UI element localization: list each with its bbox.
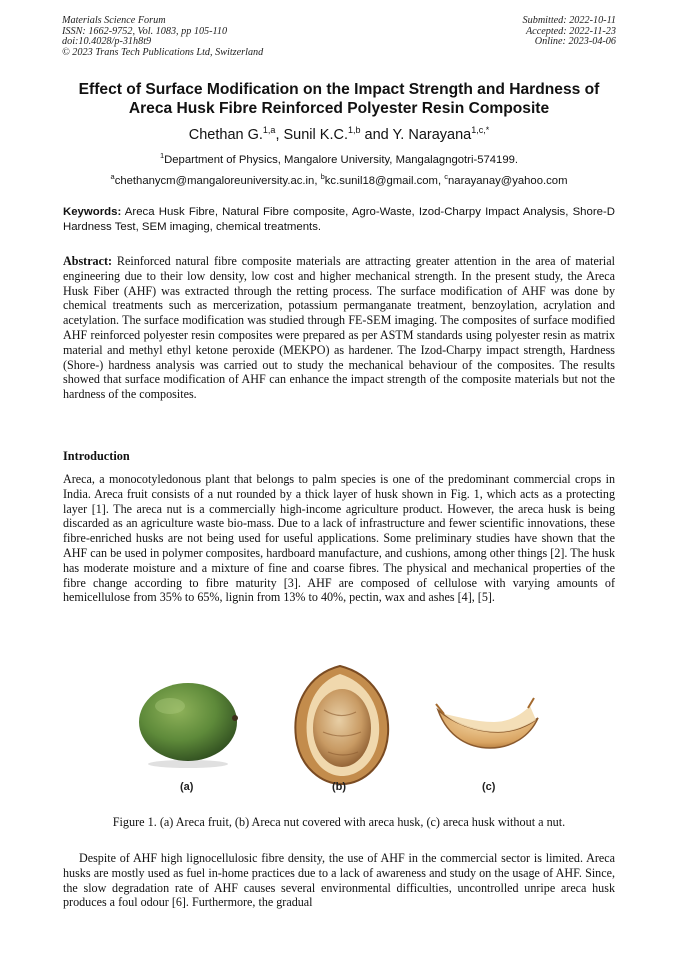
- email-sup: b: [320, 172, 325, 181]
- figure-label-b: (b): [332, 781, 347, 793]
- keywords-text: Areca Husk Fibre, Natural Fibre composite, Agro-Waste, Izod-Charpy Impact Analysis, Shore-D Hardness Test, SEM imaging, chemical treatments.: [63, 206, 615, 234]
- affiliation-text: Department of Physics, Mangalore University, Mangalagngotri-574199.: [164, 153, 519, 166]
- author-sup: 1,b: [347, 125, 361, 135]
- keywords-label: Keywords:: [63, 206, 122, 218]
- figure-label-c: (c): [482, 781, 496, 793]
- affiliation-sup: 1: [159, 151, 165, 160]
- abstract: [63, 254, 615, 402]
- figure-caption: Figure 1. (a) Areca fruit, (b) Areca nut covered with areca husk, (c) areca husk without a nut.: [112, 815, 566, 829]
- abstract-text: Reinforced natural fibre composite materials are attracting greater attention in the area of material engineering due to their low density, low cost and higher mechanical strength. In the present study, the Areca Husk Fiber (AHF) was extracted through the retting process. The surface modification of AHF was done by chemical treatments such as mercerization, potassium permanganate treatment, benzoylation, acrylation and acetylation. The surface modification was studied through FE-SEM imaging. The composites of surface modified AHF reinforced polyester resin composites were prepared as per ASTM standards using polyester resin as matrix material and methyl ethyl ketone peroxide (MEKPO) as hardener. The Izod-Charpy impact strength, Hardness (Shore-) hardness analysis was carried out to study the mechanical behaviour of the composites. The results showed that surface modification of AHF can enhance the impact strength of the composite materials but not the hardness of the composites.: [63, 254, 615, 402]
- author-list: [40, 125, 638, 143]
- doi: doi:10.4028/p-31h8t9: [62, 36, 152, 48]
- email-list: [40, 172, 638, 187]
- journal-header: [62, 16, 263, 58]
- issn: ISSN: 1662-9752, Vol. 1083, pp 105-110: [62, 25, 228, 37]
- author-name: Y. Narayana: [392, 126, 472, 143]
- author-separator: ,: [275, 126, 284, 143]
- figure-1: [118, 660, 560, 800]
- figure-1-image: [118, 660, 560, 800]
- title-line-1: Effect of Surface Modification on the Impact Strength and Hardness of: [78, 81, 600, 98]
- areca-nut-photo: [295, 666, 388, 784]
- copyright: © 2023 Trans Tech Publications Ltd, Switzerland: [62, 46, 264, 58]
- intro-paragraph-1: Areca, a monocotyledonous plant that belongs to palm species is one of the predominant commercial crops in India. Areca fruit consists of a nut rounded by a thick layer of husk shown in Fig. 1, which acts as a protecting layer [1]. The areca nut is a commercially high-income agriculture product. However, the areca husk is being discarded as an agriculture waste bio-mass. Due to a lack of infrastructure and fewer scientific innovations, these fibre-enriched husks are not being used for useful applications. Some preliminary studies have shown that the AHF can be used in polymer composites, hardboard manufacture, and cushions, among other things [2]. The husk has moderate moisture and a mixture of fine and coarse fibres. The physical and mechanical properties of the fibre change according to fibre maturity [3]. AHF are composed of cellulose with varying amounts of hemicellulose from 35% to 65%, lignin from 13% to 40%, pectin, wax and ashes [4], [5].: [63, 472, 615, 605]
- online-date: Online: 2023-04-06: [534, 36, 616, 48]
- intro-paragraph-2: Despite of AHF high lignocellulosic fibre density, the use of AHF in the commercial sector is limited. Areca husks are mostly used as fuel in-home practices due to a lack of awareness and study on the usage of AHF. Since, the slow degradation rate of AHF causes several environmental difficulties, uncontrolled unripe areca husk produces a foul odour [6]. Furthermore, the gradual: [63, 851, 615, 910]
- accepted-date: Accepted: 2022-11-23: [525, 25, 616, 37]
- email-link[interactable]: chethanycm@mangaloreuniversity.ac.in,: [114, 174, 321, 187]
- dates-header: [523, 16, 616, 48]
- affiliation: [40, 151, 638, 166]
- submitted-date: Submitted: 2022-10-11: [522, 15, 616, 26]
- author-sup: 1,c,*: [471, 125, 490, 135]
- keywords: [63, 205, 615, 236]
- author-sup: 1,a: [262, 125, 276, 135]
- journal-name: Materials Science Forum: [62, 15, 166, 26]
- title-line-2: Areca Husk Fibre Reinforced Polyester Resin Composite: [128, 99, 550, 117]
- figure-label-a: (a): [180, 781, 194, 793]
- email-link[interactable]: kc.sunil18@gmail.com,: [324, 174, 445, 187]
- abstract-label: Abstract:: [63, 254, 113, 268]
- email-link[interactable]: narayanay@yahoo.com: [448, 174, 568, 187]
- areca-husk-photo: [436, 698, 538, 748]
- paper-title: [40, 81, 638, 118]
- email-sup: a: [110, 172, 115, 181]
- author-separator: and: [360, 126, 393, 143]
- email-sup: c: [444, 172, 448, 181]
- areca-fruit-photo: [139, 683, 238, 768]
- author-name: Chethan G.: [188, 126, 263, 143]
- section-heading-introduction: Introduction: [63, 449, 130, 463]
- author-name: Sunil K.C.: [283, 126, 348, 143]
